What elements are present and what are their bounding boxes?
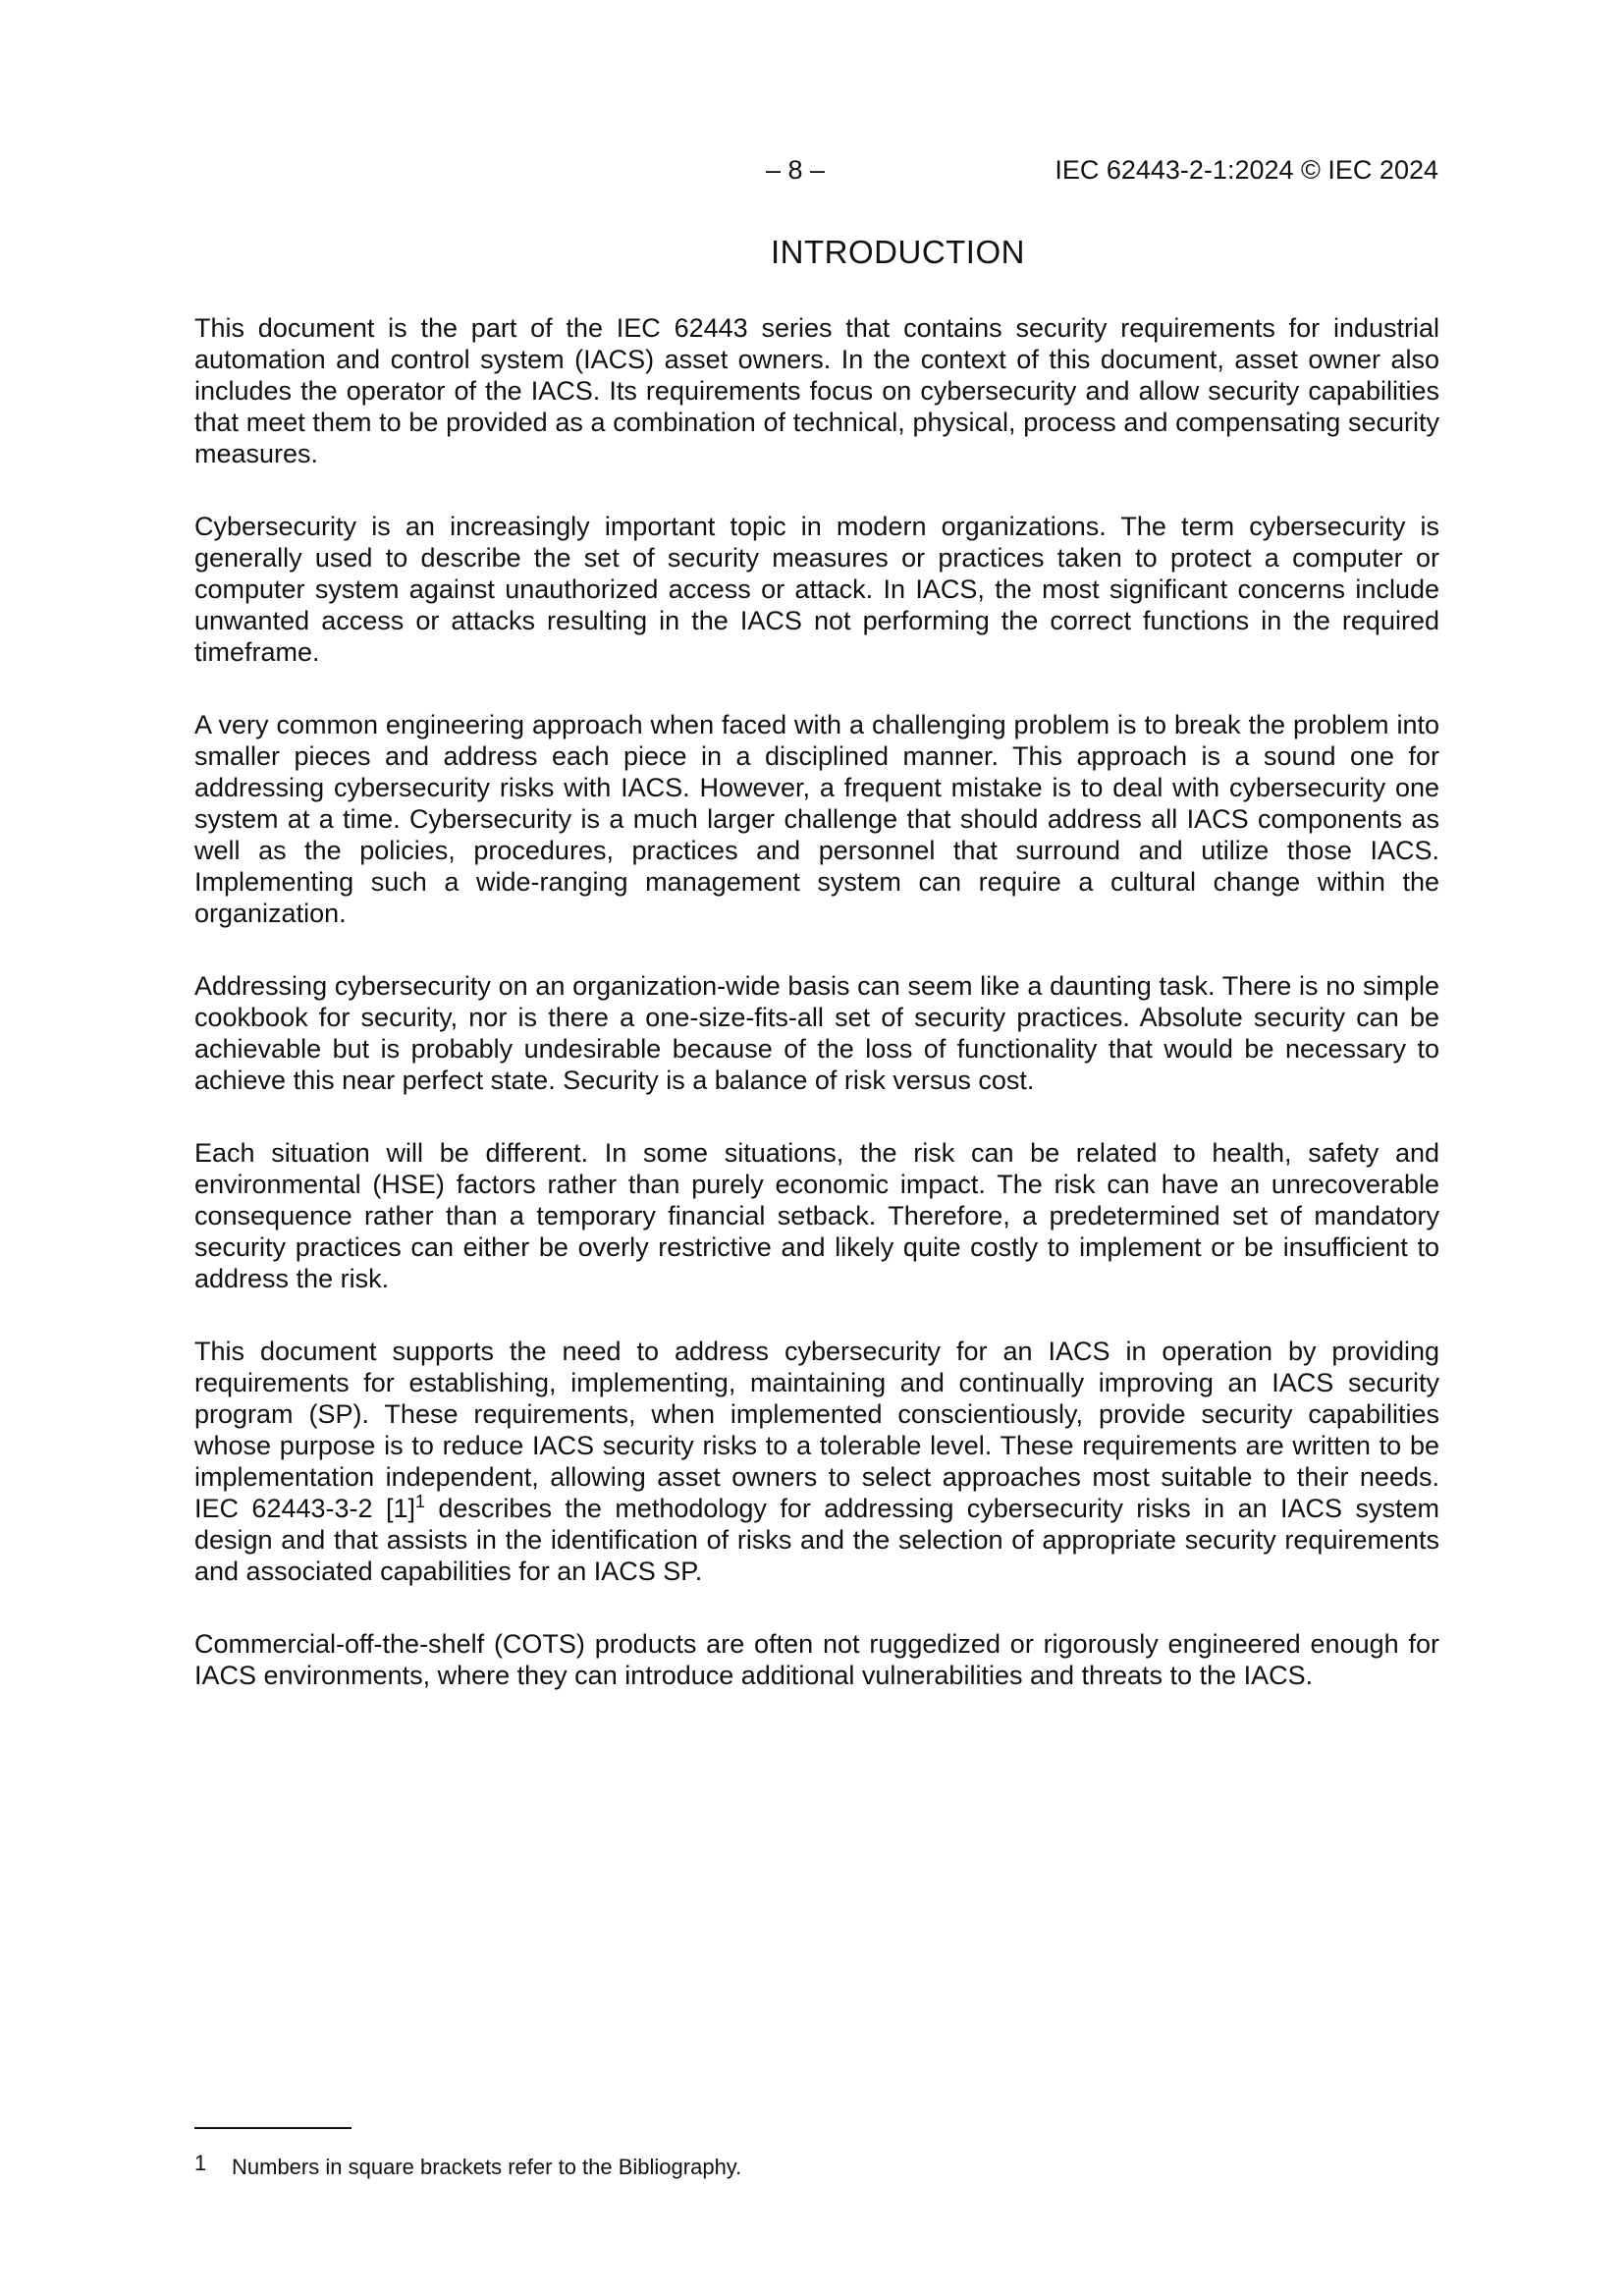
footnote-text: Numbers in square brackets refer to the Bibliography. [232, 2155, 742, 2179]
footnote-number: 1 [194, 2151, 207, 2175]
paragraph-5: Each situation will be different. In some situations, the risk can be related to health, safety and environmental (HSE) factors rather than purely economic impact. The risk can have an unrecoverable consequence rather than a temporary financial setback. Therefore, a predetermined set of mandatory security practices can either be overly restrictive and likely quite costly to implement or be insufficient to address the risk. [194, 1138, 1439, 1293]
paragraph-1: This document is the part of the IEC 62443 series that contains security requirements for industrial automation and control system (IACS) asset owners. In the context of this document, asset owner also includes the operator of the IACS. Its requirements focus on cybersecurity and allow security capabilities that meet them to be provided as a combination of technical, physical, process and compensating security measures. [194, 313, 1439, 468]
document-reference: IEC 62443-2-1:2024 © IEC 2024 [1055, 155, 1438, 185]
footnote-divider [194, 2127, 352, 2129]
footnote-reference[interactable]: 1 [414, 1492, 425, 1511]
footnote [194, 2151, 741, 2180]
paragraph-4: Addressing cybersecurity on an organization-wide basis can seem like a daunting task. There is no simple cookbook for security, nor is there a one-size-fits-all set of security practices. Absolute security can be achievable but is probably undesirable because of the loss of functionality that would be necessary to achieve this near perfect state. Security is a balance of risk versus cost. [194, 971, 1439, 1095]
paragraph-6 [194, 1336, 1439, 1587]
page-number: – 8 – [766, 155, 826, 185]
paragraph-6-text-start: This document supports the need to address cybersecurity for an IACS in operation by providing requirements for establishing, implementing, maintaining and continually improving an IACS security program (SP). These requirements, when implemented conscientiously, provide security capabilities whose purpose is to reduce IACS security risks to a tolerable level. These requirements are written to be implementation independent, allowing asset owners to select approaches most suitable to their needs. IEC 62443-3-2 [1] [194, 1337, 1439, 1523]
paragraph-6-text-end: describes the methodology for addressing cybersecurity risks in an IACS system design and that assists in the identification of risks and the selection of appropriate security requirements and associated capabilities for an IACS SP. [194, 1494, 1439, 1586]
paragraph-3: A very common engineering approach when faced with a challenging problem is to break the problem into smaller pieces and address each piece in a disciplined manner. This approach is a sound one for addressing cybersecurity risks with IACS. However, a frequent mistake is to deal with cybersecurity one system at a time. Cybersecurity is a much larger challenge that should address all IACS components as well as the policies, procedures, practices and personnel that surround and utilize those IACS. Implementing such a wide-ranging management system can require a cultural change within the organization. [194, 710, 1439, 928]
paragraph-7: Commercial-off-the-shelf (COTS) products are often not ruggedized or rigorously engineered enough for IACS environments, where they can introduce additional vulnerabilities and threats to the IACS. [194, 1629, 1439, 1690]
section-title: INTRODUCTION [771, 234, 1025, 270]
body-text [194, 312, 1439, 1732]
paragraph-2: Cybersecurity is an increasingly important topic in modern organizations. The term cybersecurity is generally used to describe the set of security measures or practices taken to protect a computer or computer system against unauthorized access or attack. In IACS, the most significant concerns include unwanted access or attacks resulting in the IACS not performing the correct functions in the required timeframe. [194, 512, 1439, 667]
